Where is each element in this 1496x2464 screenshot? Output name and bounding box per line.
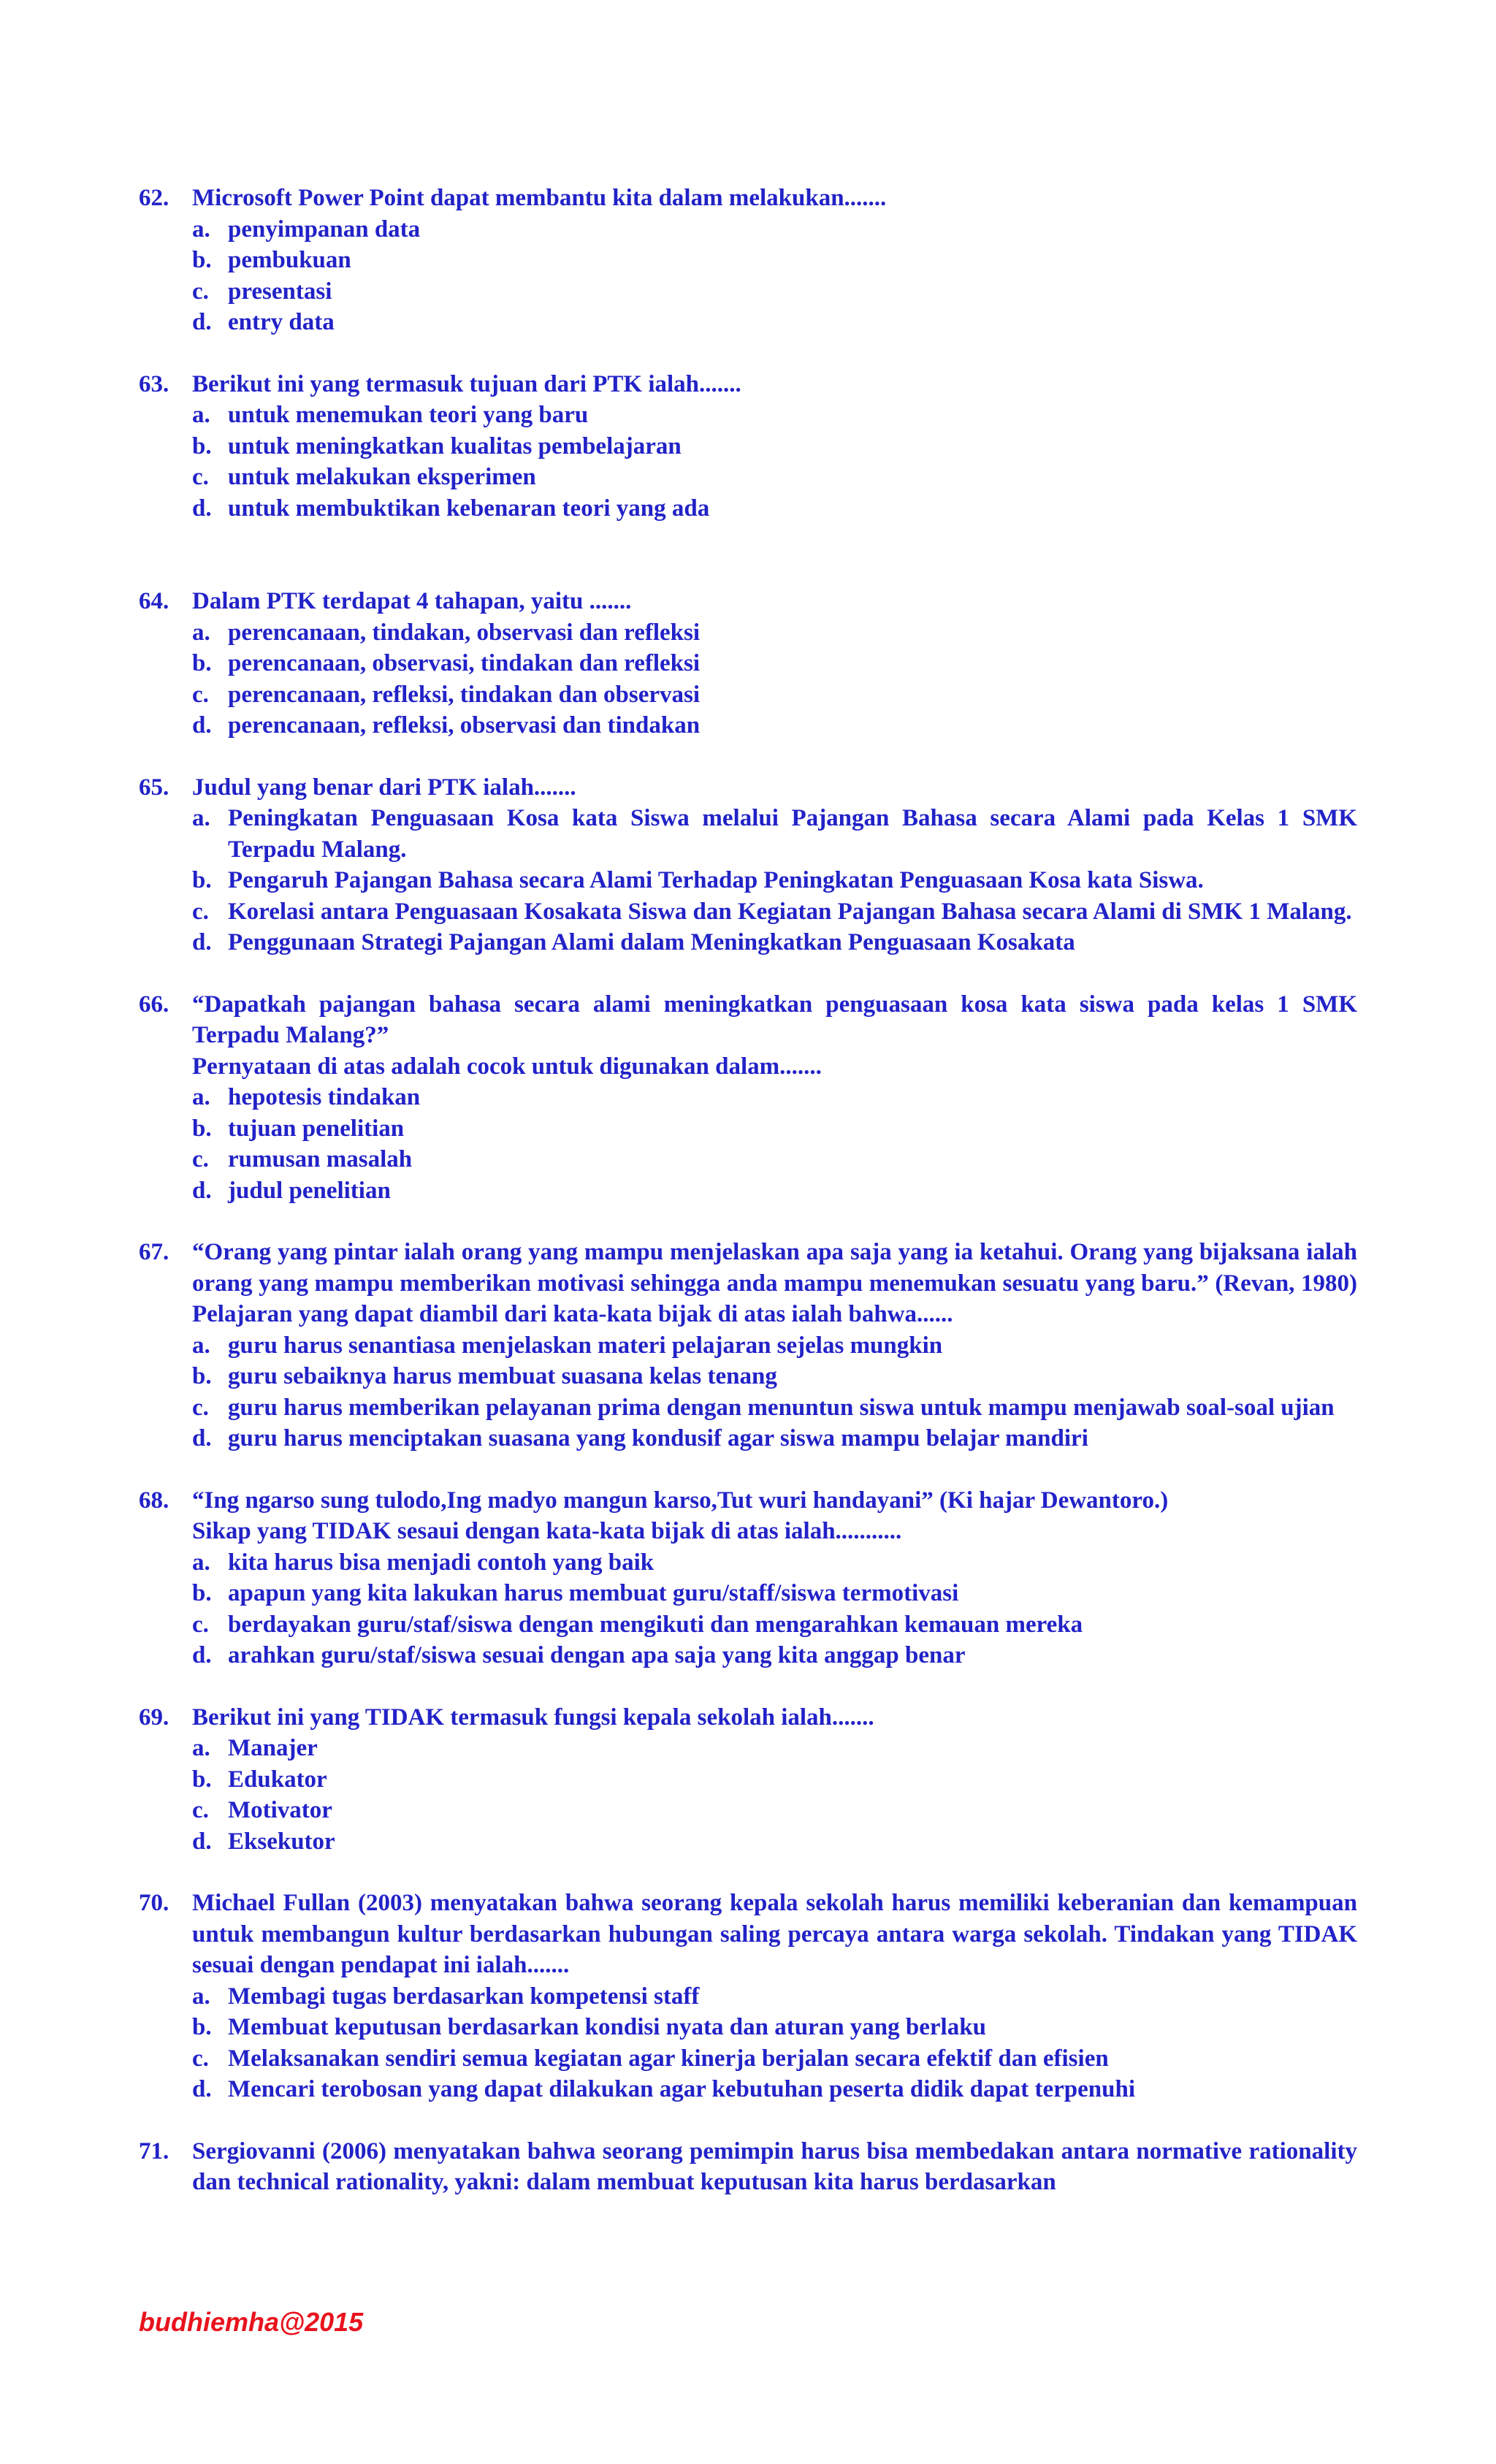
question-66: [139, 989, 1357, 1207]
option-b: [192, 1764, 1357, 1796]
option-text: Peningkatan Penguasaan Kosa kata Siswa melalui Pajangan Bahasa secara Alami pada Kelas 1 SMK Terpadu Malang.: [228, 805, 1357, 863]
option-text: perencanaan, refleksi, tindakan dan observasi: [228, 681, 701, 708]
option-label: a.: [192, 1735, 210, 1761]
question-68: [139, 1485, 1357, 1671]
option-text: Penggunaan Strategi Pajangan Alami dalam Meningkatkan Penguasaan Kosakata: [228, 929, 1075, 956]
option-label: d.: [192, 309, 212, 335]
option-label: d.: [192, 929, 212, 956]
question-62: [139, 183, 1357, 338]
option-label: a.: [192, 1549, 210, 1576]
option-label: c.: [192, 1611, 209, 1638]
option-b: [192, 2012, 1357, 2043]
question-text: Michael Fullan (2003) menyatakan bahwa seorang kepala sekolah harus memiliki keberanian dan kemampuan untuk membangun kultur berdasarkan hubungan saling percaya antara warga sekolah. Tindakan yang TIDAK sesuai dengan pendapat ini ialah.......: [192, 1890, 1357, 1978]
option-d: [192, 493, 1357, 525]
option-b: [192, 648, 1357, 679]
option-b: [192, 1578, 1357, 1609]
option-label: c.: [192, 1146, 209, 1172]
option-label: d.: [192, 1177, 212, 1204]
question-69: [139, 1702, 1357, 1858]
option-b: [192, 431, 1357, 462]
option-label: a.: [192, 1084, 210, 1110]
option-label: b.: [192, 1115, 212, 1142]
option-text: entry data: [228, 309, 335, 335]
question-quote: “Dapatkah pajangan bahasa secara alami meningkatkan penguasaan kosa kata siswa pada kelas 1 SMK Terpadu Malang?”: [192, 991, 1357, 1048]
option-text: Melaksanakan sendiri semua kegiatan agar kinerja berjalan secara efektif dan efisien: [228, 2045, 1109, 2072]
option-d: [192, 1175, 1357, 1207]
option-text: perencanaan, observasi, tindakan dan refleksi: [228, 650, 701, 676]
option-text: guru harus memberikan pelayanan prima dengan menuntun siswa untuk mampu menjawab soal-soal ujian: [228, 1394, 1335, 1421]
option-label: c.: [192, 1394, 209, 1421]
option-label: b.: [192, 2014, 212, 2040]
option-text: pembukuan: [228, 247, 351, 273]
question-text: Microsoft Power Point dapat membantu kita dalam melakukan.......: [192, 185, 887, 211]
option-d: [192, 1423, 1357, 1454]
option-label: c.: [192, 1797, 209, 1823]
question-number: 70.: [139, 1890, 169, 1916]
option-label: d.: [192, 495, 212, 522]
question-number: 69.: [139, 1704, 169, 1731]
option-b: [192, 245, 1357, 276]
option-text: tujuan penelitian: [228, 1115, 405, 1142]
question-64: [139, 586, 1357, 741]
option-label: a.: [192, 215, 210, 243]
option-label: c.: [192, 278, 209, 305]
option-text: guru harus senantiasa menjelaskan materi pelajaran sejelas mungkin: [228, 1332, 943, 1359]
question-number: 65.: [139, 774, 169, 801]
option-a: [192, 1330, 1357, 1362]
option-text: apapun yang kita lakukan harus membuat guru/staff/siswa termotivasi: [228, 1580, 959, 1606]
option-d: [192, 307, 1357, 338]
option-text: rumusan masalah: [228, 1146, 413, 1172]
option-label: b.: [192, 650, 212, 676]
option-c: [192, 1795, 1357, 1826]
option-label: c.: [192, 898, 209, 925]
option-label: b.: [192, 247, 212, 273]
option-label: a.: [192, 619, 210, 646]
question-list: [139, 183, 1357, 2229]
option-text: untuk membuktikan kebenaran teori yang ada: [228, 495, 710, 522]
option-b: [192, 865, 1357, 896]
question-number: 68.: [139, 1487, 169, 1514]
option-a: [192, 400, 1357, 431]
option-label: a.: [192, 1983, 210, 2010]
option-label: a.: [192, 1332, 210, 1359]
option-a: [192, 1082, 1357, 1113]
option-text: kita harus bisa menjadi contoh yang baik: [228, 1549, 654, 1576]
option-d: [192, 927, 1357, 958]
option-c: [192, 1609, 1357, 1641]
option-text: Manajer: [228, 1735, 318, 1761]
question-text: Pernyataan di atas adalah cocok untuk digunakan dalam.......: [192, 1053, 822, 1080]
option-d: [192, 2074, 1357, 2105]
option-label: b.: [192, 867, 212, 893]
option-c: [192, 462, 1357, 493]
option-text: guru sebaiknya harus membuat suasana kelas tenang: [228, 1363, 777, 1389]
option-label: c.: [192, 681, 209, 708]
question-67: [139, 1237, 1357, 1454]
option-a: [192, 1981, 1357, 2013]
option-label: b.: [192, 1363, 212, 1389]
option-label: b.: [192, 1766, 212, 1793]
question-number: 63.: [139, 370, 169, 397]
option-c: [192, 1392, 1357, 1424]
question-65: [139, 772, 1357, 958]
option-label: b.: [192, 1580, 212, 1606]
question-text: Sikap yang TIDAK sesaui dengan kata-kata bijak di atas ialah...........: [192, 1518, 902, 1544]
question-71: [139, 2136, 1357, 2198]
option-text: hepotesis tindakan: [228, 1084, 421, 1110]
question-quote: “Ing ngarso sung tulodo,Ing madyo mangun karso,Tut wuri handayani” (Ki hajar Dewantoro.): [192, 1487, 1169, 1514]
option-label: c.: [192, 464, 209, 490]
option-label: c.: [192, 2045, 209, 2072]
option-text: untuk menemukan teori yang baru: [228, 402, 589, 428]
option-text: judul penelitian: [228, 1177, 391, 1204]
question-number: 62.: [139, 185, 169, 211]
option-text: Eksekutor: [228, 1828, 335, 1855]
option-d: [192, 1826, 1357, 1858]
option-label: d.: [192, 712, 212, 739]
option-label: b.: [192, 432, 212, 459]
option-label: a.: [192, 805, 210, 831]
option-text: untuk melakukan eksperimen: [228, 464, 536, 490]
option-c: [192, 1144, 1357, 1175]
question-63: [139, 369, 1357, 525]
question-number: 66.: [139, 991, 169, 1018]
question-number: 71.: [139, 2137, 169, 2164]
option-text: presentasi: [228, 278, 332, 305]
option-b: [192, 1113, 1357, 1145]
option-text: Edukator: [228, 1766, 327, 1793]
option-text: berdayakan guru/staf/siswa dengan mengikuti dan mengarahkan kemauan mereka: [228, 1611, 1083, 1638]
option-label: d.: [192, 1642, 212, 1668]
option-text: untuk meningkatkan kualitas pembelajaran: [228, 432, 682, 459]
option-text: perencanaan, refleksi, observasi dan tindakan: [228, 712, 701, 739]
option-label: d.: [192, 1425, 212, 1452]
question-text: Berikut ini yang termasuk tujuan dari PTK ialah.......: [192, 370, 741, 397]
footer-watermark: budhiemha@2015: [139, 2307, 364, 2337]
option-label: d.: [192, 1828, 212, 1855]
question-text: Sergiovanni (2006) menyatakan bahwa seorang pemimpin harus bisa membedakan antara normative rationality dan technical rationality, yakni: dalam membuat keputusan kita harus berdasarkan: [192, 2137, 1357, 2195]
question-70: [139, 1888, 1357, 2105]
option-d: [192, 710, 1357, 741]
question-text: “Orang yang pintar ialah orang yang mampu menjelaskan apa saja yang ia ketahui. Orang yang bijaksana ialah orang yang mampu memberikan motivasi sehingga anda mampu menemukan sesuatu yang baru.” (Revan, 1980) Pelajaran yang dapat diambil dari kata-kata bijak di atas ialah bahwa......: [192, 1239, 1357, 1327]
option-c: [192, 896, 1357, 928]
question-text: Berikut ini yang TIDAK termasuk fungsi kepala sekolah ialah.......: [192, 1704, 874, 1731]
question-text: Dalam PTK terdapat 4 tahapan, yaitu .......: [192, 588, 632, 614]
option-c: [192, 276, 1357, 308]
option-d: [192, 1640, 1357, 1671]
option-text: Membagi tugas berdasarkan kompetensi staff: [228, 1983, 700, 2010]
option-text: Pengaruh Pajangan Bahasa secara Alami Terhadap Peningkatan Penguasaan Kosa kata Siswa.: [228, 867, 1204, 893]
option-a: [192, 1547, 1357, 1579]
option-label: d.: [192, 2076, 212, 2102]
option-text: penyimpanan data: [228, 215, 421, 243]
option-text: Korelasi antara Penguasaan Kosakata Siswa dan Kegiatan Pajangan Bahasa secara Alami di SMK 1 Malang.: [228, 898, 1352, 925]
option-a: [192, 1733, 1357, 1764]
question-text: Judul yang benar dari PTK ialah.......: [192, 774, 576, 801]
question-number: 64.: [139, 588, 169, 614]
option-text: guru harus menciptakan suasana yang kondusif agar siswa mampu belajar mandiri: [228, 1425, 1088, 1452]
option-a: [192, 214, 1357, 245]
option-text: Motivator: [228, 1797, 332, 1823]
option-b: [192, 1361, 1357, 1392]
option-text: Membuat keputusan berdasarkan kondisi nyata dan aturan yang berlaku: [228, 2014, 986, 2040]
option-c: [192, 679, 1357, 711]
option-c: [192, 2043, 1357, 2075]
option-text: perencanaan, tindakan, observasi dan refleksi: [228, 619, 701, 646]
question-number: 67.: [139, 1239, 169, 1265]
option-text: arahkan guru/staf/siswa sesuai dengan apa saja yang kita anggap benar: [228, 1642, 966, 1668]
option-label: a.: [192, 402, 210, 428]
option-a: [192, 617, 1357, 649]
option-a: [192, 803, 1357, 865]
option-text: Mencari terobosan yang dapat dilakukan agar kebutuhan peserta didik dapat terpenuhi: [228, 2076, 1136, 2102]
